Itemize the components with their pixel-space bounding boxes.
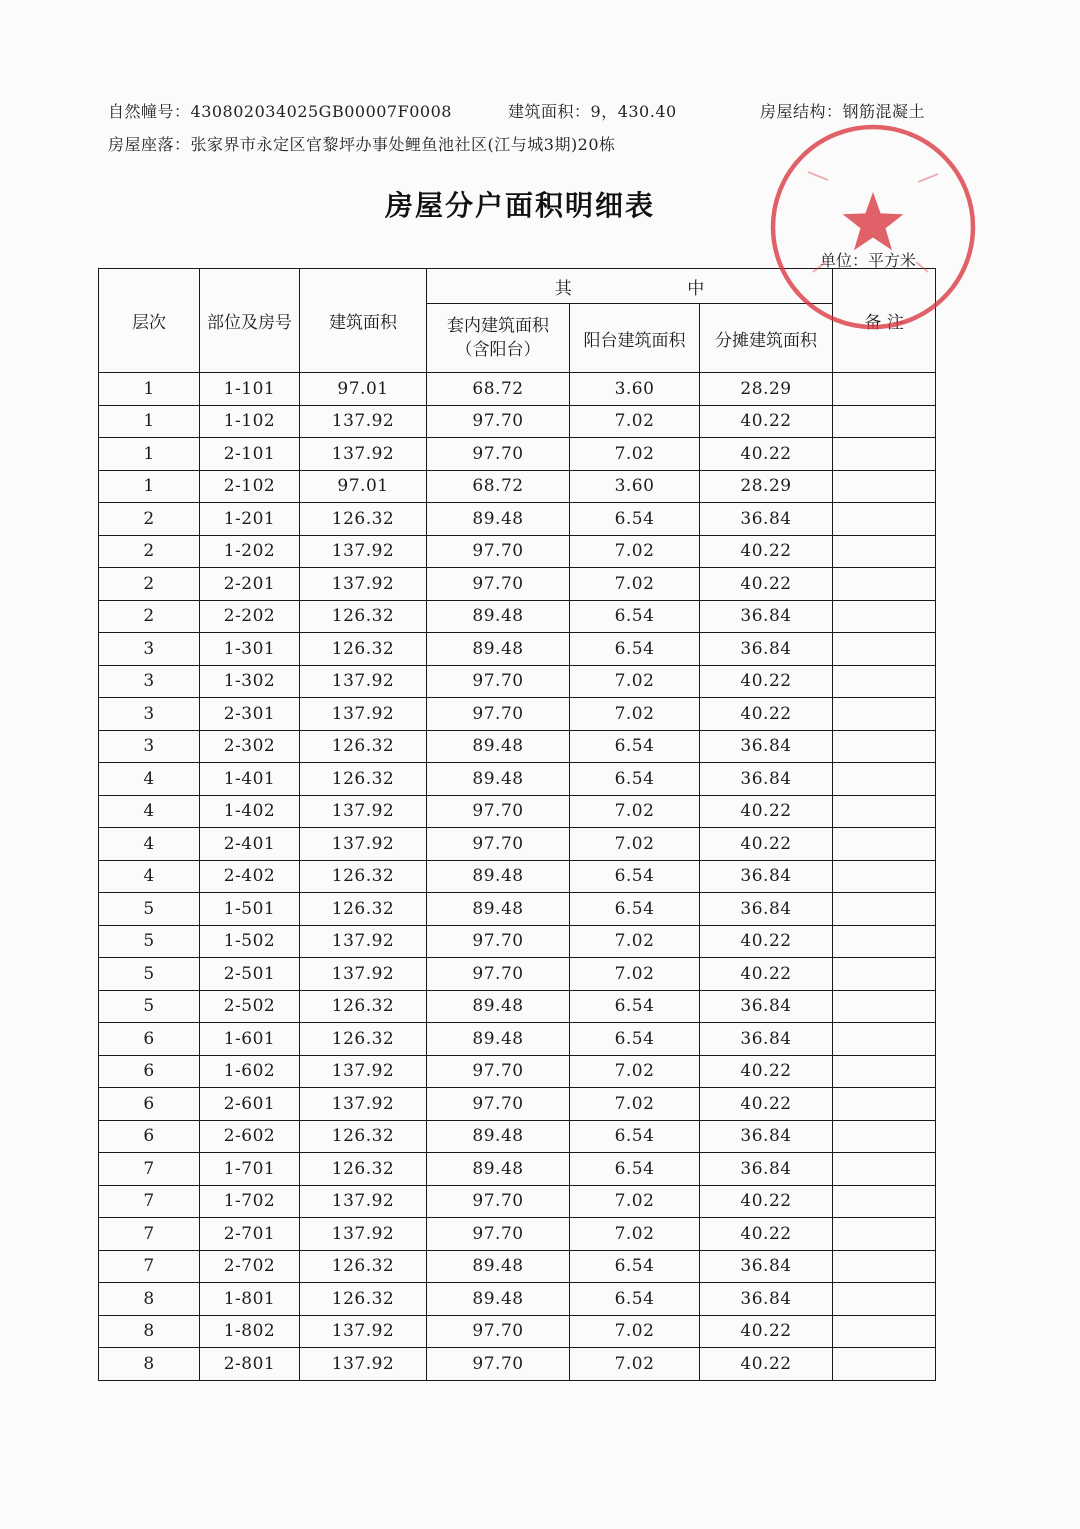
cell-balcony-area: 6.54 (570, 893, 700, 926)
cell-unit-no: 1-402 (200, 795, 300, 828)
cell-remarks (833, 633, 936, 666)
table-row (99, 990, 936, 1023)
cell-balcony-area: 7.02 (570, 925, 700, 958)
cell-shared-area: 36.84 (700, 1153, 833, 1186)
table-row (99, 860, 936, 893)
cell-inner-area: 97.70 (427, 958, 570, 991)
header-remarks: 备 注 (833, 269, 936, 373)
cell-inner-area: 97.70 (427, 698, 570, 731)
unit-label: 单位：平方米 (820, 251, 917, 270)
cell-remarks (833, 1315, 936, 1348)
cell-building-area: 126.32 (300, 600, 427, 633)
table-row (99, 633, 936, 666)
cell-inner-area: 89.48 (427, 1153, 570, 1186)
cell-inner-area: 97.70 (427, 795, 570, 828)
building-id-label: 自然幢号： (108, 102, 191, 121)
cell-balcony-area: 6.54 (570, 763, 700, 796)
cell-remarks (833, 1348, 936, 1381)
cell-remarks (833, 893, 936, 926)
cell-building-area: 137.92 (300, 1088, 427, 1121)
document-title: 房屋分户面积明细表 (384, 189, 655, 222)
table-row (99, 1088, 936, 1121)
cell-building-area: 126.32 (300, 1250, 427, 1283)
cell-floor: 1 (99, 438, 200, 471)
cell-floor: 3 (99, 665, 200, 698)
cell-floor: 5 (99, 893, 200, 926)
cell-shared-area: 40.22 (700, 828, 833, 861)
cell-inner-area: 89.48 (427, 893, 570, 926)
cell-building-area: 97.01 (300, 470, 427, 503)
cell-remarks (833, 405, 936, 438)
cell-unit-no: 1-801 (200, 1283, 300, 1316)
cell-building-area: 137.92 (300, 1218, 427, 1251)
cell-balcony-area: 7.02 (570, 535, 700, 568)
cell-balcony-area: 7.02 (570, 665, 700, 698)
cell-building-area: 137.92 (300, 405, 427, 438)
header-balcony-area: 阳台建筑面积 (570, 304, 700, 373)
cell-remarks (833, 763, 936, 796)
cell-unit-no: 1-701 (200, 1153, 300, 1186)
cell-unit-no: 1-201 (200, 503, 300, 536)
cell-unit-no: 1-102 (200, 405, 300, 438)
header-inner-area-note: （含阳台） (455, 340, 541, 360)
cell-building-area: 97.01 (300, 373, 427, 406)
structure-line (760, 99, 925, 122)
cell-unit-no: 2-301 (200, 698, 300, 731)
table-row (99, 1185, 936, 1218)
cell-remarks (833, 1250, 936, 1283)
table-row (99, 1250, 936, 1283)
cell-unit-no: 1-401 (200, 763, 300, 796)
cell-building-area: 126.32 (300, 860, 427, 893)
cell-building-area: 137.92 (300, 535, 427, 568)
table-row (99, 1055, 936, 1088)
cell-building-area: 126.32 (300, 633, 427, 666)
table-body (99, 373, 936, 1381)
cell-shared-area: 40.22 (700, 438, 833, 471)
cell-floor: 7 (99, 1250, 200, 1283)
cell-building-area: 126.32 (300, 1153, 427, 1186)
header-shared-area: 分摊建筑面积 (700, 304, 833, 373)
cell-building-area: 126.32 (300, 763, 427, 796)
cell-building-area: 126.32 (300, 1283, 427, 1316)
cell-floor: 5 (99, 990, 200, 1023)
header-among-2: 中 (687, 278, 705, 299)
cell-unit-no: 2-402 (200, 860, 300, 893)
table-row (99, 1023, 936, 1056)
cell-unit-no: 1-502 (200, 925, 300, 958)
cell-inner-area: 89.48 (427, 600, 570, 633)
cell-floor: 3 (99, 698, 200, 731)
cell-remarks (833, 438, 936, 471)
table-row (99, 730, 936, 763)
cell-unit-no: 1-501 (200, 893, 300, 926)
cell-inner-area: 97.70 (427, 1185, 570, 1218)
cell-remarks (833, 698, 936, 731)
table-row (99, 438, 936, 471)
cell-inner-area: 89.48 (427, 860, 570, 893)
cell-shared-area: 36.84 (700, 893, 833, 926)
cell-inner-area: 97.70 (427, 665, 570, 698)
cell-balcony-area: 6.54 (570, 503, 700, 536)
cell-shared-area: 36.84 (700, 1283, 833, 1316)
cell-unit-no: 2-102 (200, 470, 300, 503)
cell-unit-no: 1-302 (200, 665, 300, 698)
table-row (99, 1218, 936, 1251)
cell-unit-no: 2-201 (200, 568, 300, 601)
cell-inner-area: 97.70 (427, 828, 570, 861)
cell-unit-no: 2-302 (200, 730, 300, 763)
cell-balcony-area: 7.02 (570, 1315, 700, 1348)
cell-balcony-area: 6.54 (570, 730, 700, 763)
cell-shared-area: 36.84 (700, 730, 833, 763)
cell-unit-no: 1-702 (200, 1185, 300, 1218)
cell-balcony-area: 7.02 (570, 568, 700, 601)
location-value: 张家界市永定区官黎坪办事处鲤鱼池社区(江与城3期)20栋 (190, 135, 616, 154)
cell-floor: 6 (99, 1088, 200, 1121)
header-among-1: 其 (554, 278, 572, 299)
header-floor: 层次 (99, 269, 200, 373)
cell-shared-area: 40.22 (700, 535, 833, 568)
cell-inner-area: 97.70 (427, 1218, 570, 1251)
cell-shared-area: 36.84 (700, 1023, 833, 1056)
floor-area-label: 建筑面积： (508, 102, 591, 121)
structure-value: 钢筋混凝土 (842, 102, 926, 121)
header-unit-no: 部位及房号 (200, 269, 300, 373)
table-row (99, 405, 936, 438)
cell-floor: 6 (99, 1023, 200, 1056)
cell-floor: 2 (99, 535, 200, 568)
cell-balcony-area: 7.02 (570, 1348, 700, 1381)
location-line (108, 132, 616, 155)
table-row (99, 568, 936, 601)
cell-remarks (833, 795, 936, 828)
table-row (99, 1348, 936, 1381)
cell-balcony-area: 7.02 (570, 438, 700, 471)
cell-remarks (833, 1153, 936, 1186)
cell-building-area: 137.92 (300, 795, 427, 828)
cell-unit-no: 2-202 (200, 600, 300, 633)
cell-balcony-area: 7.02 (570, 958, 700, 991)
cell-remarks (833, 860, 936, 893)
cell-shared-area: 36.84 (700, 503, 833, 536)
cell-shared-area: 28.29 (700, 470, 833, 503)
cell-building-area: 137.92 (300, 438, 427, 471)
cell-remarks (833, 1120, 936, 1153)
cell-building-area: 137.92 (300, 1185, 427, 1218)
cell-floor: 3 (99, 633, 200, 666)
cell-building-area: 137.92 (300, 1348, 427, 1381)
cell-shared-area: 40.22 (700, 795, 833, 828)
cell-remarks (833, 958, 936, 991)
cell-building-area: 137.92 (300, 958, 427, 991)
cell-shared-area: 40.22 (700, 665, 833, 698)
cell-building-area: 137.92 (300, 1055, 427, 1088)
cell-shared-area: 36.84 (700, 633, 833, 666)
table-row (99, 1153, 936, 1186)
cell-building-area: 137.92 (300, 925, 427, 958)
cell-building-area: 137.92 (300, 1315, 427, 1348)
floor-area-value: 9，430.40 (590, 102, 677, 121)
cell-shared-area: 40.22 (700, 698, 833, 731)
cell-balcony-area: 6.54 (570, 990, 700, 1023)
cell-floor: 7 (99, 1153, 200, 1186)
cell-balcony-area: 7.02 (570, 1055, 700, 1088)
cell-shared-area: 36.84 (700, 1120, 833, 1153)
cell-balcony-area: 7.02 (570, 405, 700, 438)
floor-area-line (508, 99, 677, 122)
cell-unit-no: 1-101 (200, 373, 300, 406)
location-label: 房屋座落： (108, 135, 191, 154)
cell-floor: 3 (99, 730, 200, 763)
cell-inner-area: 97.70 (427, 405, 570, 438)
cell-shared-area: 40.22 (700, 1185, 833, 1218)
cell-inner-area: 89.48 (427, 503, 570, 536)
cell-unit-no: 2-701 (200, 1218, 300, 1251)
cell-building-area: 137.92 (300, 698, 427, 731)
cell-shared-area: 40.22 (700, 1088, 833, 1121)
cell-floor: 6 (99, 1120, 200, 1153)
table-row (99, 600, 936, 633)
cell-unit-no: 1-602 (200, 1055, 300, 1088)
cell-floor: 4 (99, 763, 200, 796)
cell-inner-area: 68.72 (427, 470, 570, 503)
cell-floor: 7 (99, 1218, 200, 1251)
cell-remarks (833, 1218, 936, 1251)
cell-inner-area: 97.70 (427, 438, 570, 471)
building-id-line (108, 99, 452, 122)
cell-building-area: 126.32 (300, 990, 427, 1023)
cell-shared-area: 40.22 (700, 1055, 833, 1088)
cell-inner-area: 97.70 (427, 925, 570, 958)
cell-inner-area: 89.48 (427, 1283, 570, 1316)
cell-building-area: 126.32 (300, 893, 427, 926)
cell-balcony-area: 7.02 (570, 698, 700, 731)
cell-remarks (833, 535, 936, 568)
cell-unit-no: 2-602 (200, 1120, 300, 1153)
structure-label: 房屋结构： (760, 102, 843, 121)
cell-shared-area: 40.22 (700, 1348, 833, 1381)
cell-balcony-area: 6.54 (570, 1250, 700, 1283)
cell-floor: 2 (99, 600, 200, 633)
cell-balcony-area: 6.54 (570, 1283, 700, 1316)
cell-balcony-area: 3.60 (570, 373, 700, 406)
cell-remarks (833, 373, 936, 406)
cell-balcony-area: 6.54 (570, 860, 700, 893)
cell-shared-area: 40.22 (700, 1315, 833, 1348)
cell-floor: 8 (99, 1348, 200, 1381)
table-row (99, 795, 936, 828)
table-row (99, 1315, 936, 1348)
cell-inner-area: 68.72 (427, 373, 570, 406)
cell-floor: 8 (99, 1315, 200, 1348)
table-row (99, 958, 936, 991)
cell-shared-area: 40.22 (700, 958, 833, 991)
cell-remarks (833, 665, 936, 698)
cell-inner-area: 97.70 (427, 1055, 570, 1088)
cell-floor: 4 (99, 860, 200, 893)
cell-inner-area: 89.48 (427, 633, 570, 666)
cell-balcony-area: 3.60 (570, 470, 700, 503)
cell-inner-area: 97.70 (427, 1088, 570, 1121)
cell-inner-area: 89.48 (427, 990, 570, 1023)
cell-building-area: 137.92 (300, 828, 427, 861)
cell-balcony-area: 6.54 (570, 600, 700, 633)
table-row (99, 1283, 936, 1316)
table-row (99, 535, 936, 568)
cell-remarks (833, 600, 936, 633)
cell-inner-area: 89.48 (427, 763, 570, 796)
cell-unit-no: 1-301 (200, 633, 300, 666)
header-inner-area-title: 套内建筑面积 (447, 316, 549, 336)
header-among (427, 269, 833, 304)
cell-remarks (833, 925, 936, 958)
cell-unit-no: 2-401 (200, 828, 300, 861)
cell-inner-area: 97.70 (427, 1315, 570, 1348)
cell-shared-area: 36.84 (700, 600, 833, 633)
cell-balcony-area: 6.54 (570, 633, 700, 666)
table-row (99, 893, 936, 926)
cell-unit-no: 2-801 (200, 1348, 300, 1381)
cell-shared-area: 40.22 (700, 568, 833, 601)
cell-floor: 7 (99, 1185, 200, 1218)
table-row (99, 373, 936, 406)
table-row (99, 925, 936, 958)
cell-unit-no: 2-101 (200, 438, 300, 471)
cell-floor: 5 (99, 958, 200, 991)
cell-floor: 4 (99, 795, 200, 828)
cell-inner-area: 89.48 (427, 1120, 570, 1153)
table-row (99, 665, 936, 698)
table-row (99, 828, 936, 861)
cell-building-area: 126.32 (300, 503, 427, 536)
table-row (99, 470, 936, 503)
cell-balcony-area: 7.02 (570, 1185, 700, 1218)
cell-shared-area: 36.84 (700, 990, 833, 1023)
table-row (99, 698, 936, 731)
cell-remarks (833, 730, 936, 763)
cell-floor: 5 (99, 925, 200, 958)
cell-inner-area: 97.70 (427, 535, 570, 568)
cell-inner-area: 89.48 (427, 1023, 570, 1056)
cell-floor: 1 (99, 470, 200, 503)
cell-unit-no: 1-202 (200, 535, 300, 568)
cell-inner-area: 89.48 (427, 730, 570, 763)
cell-floor: 2 (99, 503, 200, 536)
cell-unit-no: 2-601 (200, 1088, 300, 1121)
cell-remarks (833, 503, 936, 536)
cell-floor: 2 (99, 568, 200, 601)
cell-unit-no: 2-702 (200, 1250, 300, 1283)
cell-unit-no: 1-601 (200, 1023, 300, 1056)
cell-remarks (833, 1283, 936, 1316)
cell-floor: 1 (99, 405, 200, 438)
cell-balcony-area: 6.54 (570, 1120, 700, 1153)
cell-shared-area: 40.22 (700, 405, 833, 438)
cell-inner-area: 89.48 (427, 1250, 570, 1283)
area-detail-table (98, 268, 936, 1381)
cell-remarks (833, 1185, 936, 1218)
cell-building-area: 126.32 (300, 1023, 427, 1056)
cell-remarks (833, 1023, 936, 1056)
cell-building-area: 137.92 (300, 568, 427, 601)
cell-balcony-area: 7.02 (570, 795, 700, 828)
cell-shared-area: 40.22 (700, 1218, 833, 1251)
cell-unit-no: 2-502 (200, 990, 300, 1023)
cell-shared-area: 36.84 (700, 860, 833, 893)
cell-balcony-area: 7.02 (570, 1088, 700, 1121)
building-id-value: 430802034025GB00007F0008 (190, 102, 452, 121)
cell-building-area: 126.32 (300, 1120, 427, 1153)
cell-balcony-area: 6.54 (570, 1153, 700, 1186)
header-building-area: 建筑面积 (300, 269, 427, 373)
table-row (99, 1120, 936, 1153)
table-row (99, 763, 936, 796)
cell-unit-no: 1-802 (200, 1315, 300, 1348)
cell-floor: 6 (99, 1055, 200, 1088)
cell-unit-no: 2-501 (200, 958, 300, 991)
cell-balcony-area: 7.02 (570, 828, 700, 861)
cell-balcony-area: 7.02 (570, 1218, 700, 1251)
cell-inner-area: 97.70 (427, 1348, 570, 1381)
header-inner-area (427, 304, 570, 373)
cell-floor: 4 (99, 828, 200, 861)
cell-inner-area: 97.70 (427, 568, 570, 601)
cell-floor: 1 (99, 373, 200, 406)
cell-remarks (833, 1055, 936, 1088)
cell-shared-area: 36.84 (700, 763, 833, 796)
cell-shared-area: 36.84 (700, 1250, 833, 1283)
cell-remarks (833, 1088, 936, 1121)
cell-shared-area: 40.22 (700, 925, 833, 958)
cell-remarks (833, 828, 936, 861)
cell-building-area: 126.32 (300, 730, 427, 763)
cell-floor: 8 (99, 1283, 200, 1316)
cell-remarks (833, 990, 936, 1023)
cell-balcony-area: 6.54 (570, 1023, 700, 1056)
cell-remarks (833, 568, 936, 601)
cell-remarks (833, 470, 936, 503)
cell-shared-area: 28.29 (700, 373, 833, 406)
cell-building-area: 137.92 (300, 665, 427, 698)
table-row (99, 503, 936, 536)
